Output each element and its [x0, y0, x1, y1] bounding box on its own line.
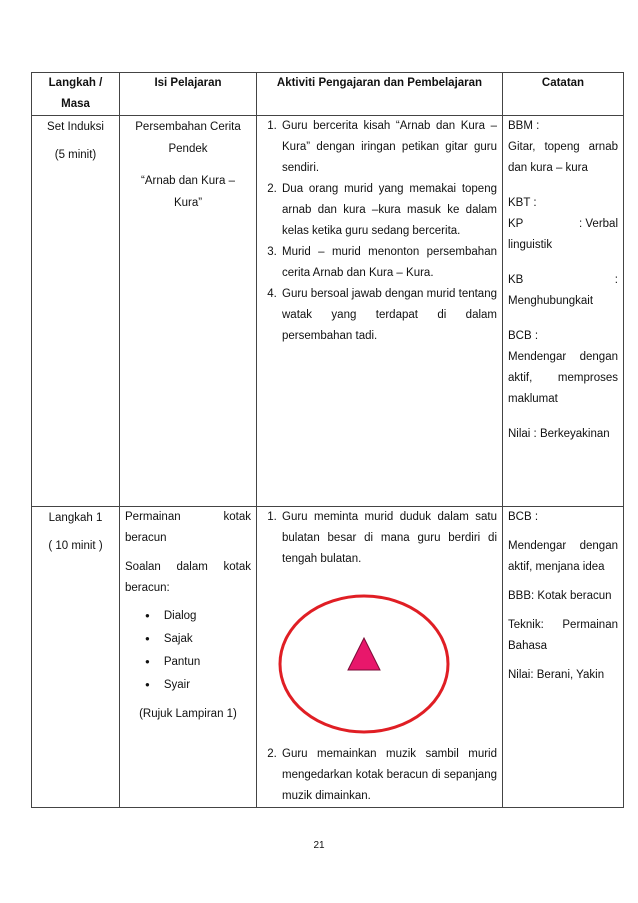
- row1-langkah-cell: [32, 116, 120, 507]
- row2-langkah: Langkah 1: [48, 512, 103, 524]
- kb-label: KB: [508, 274, 524, 286]
- kb-value: Menghubungkait: [508, 295, 594, 307]
- kb-colon: :: [614, 274, 618, 286]
- bbm-label: BBM :: [508, 120, 540, 132]
- list-item: ● Sajak: [159, 628, 251, 651]
- header-aktiviti: Aktiviti Pengajaran dan Pembelajaran: [257, 73, 503, 116]
- kb-line: [508, 270, 618, 291]
- bcb-text: Mendengar dengan aktif, menjana idea: [508, 540, 618, 573]
- teacher-triangle-icon: [348, 638, 380, 670]
- header-isi-pelajaran: Isi Pelajaran: [120, 73, 257, 116]
- table-header-row: [32, 73, 624, 116]
- genre-list: [125, 605, 251, 697]
- row2-activity-list: [262, 507, 497, 570]
- list-item: 1. Guru meminta murid duduk dalam satu bulatan besar di mana guru berdiri di tengah bulatan.: [280, 507, 497, 570]
- list-item: 2. Dua orang murid yang memakai topeng arnab dan kura –kura masuk ke dalam kelas ketika guru sedang bercerita.: [280, 179, 497, 242]
- circle-diagram: [262, 594, 497, 734]
- list-item: 1. Guru bercerita kisah “Arnab dan Kura – Kura” dengan iringan petikan gitar guru sendiri.: [280, 116, 497, 179]
- table-row: [32, 507, 624, 808]
- row2-catatan-cell: [503, 507, 624, 808]
- row1-aktiviti-cell: [257, 116, 503, 507]
- list-item: ● Syair: [159, 674, 251, 697]
- kp-value: : Verbal: [579, 218, 618, 230]
- bcb-label: BCB :: [508, 511, 539, 523]
- header-masa: Masa: [61, 98, 90, 110]
- row1-activity-list: [262, 116, 497, 347]
- circle-diagram-svg: [262, 594, 498, 734]
- header-catatan: Catatan: [503, 73, 624, 116]
- bcb-label: BCB :: [508, 330, 539, 342]
- kbt-label: KBT :: [508, 197, 537, 209]
- row1-catatan-cell: [503, 116, 624, 507]
- kp-label: KP: [508, 218, 524, 230]
- row1-isi-title: Persembahan Cerita Pendek: [135, 121, 241, 155]
- kp-value-cont: linguistik: [508, 239, 553, 251]
- teknik-text: Teknik: Permainan Bahasa: [508, 619, 618, 652]
- row2-isi-game: Permainan kotak beracun: [125, 511, 251, 544]
- kp-line: [508, 214, 618, 235]
- header-langkah: Langkah /: [48, 77, 103, 89]
- list-item: 3. Murid – murid menonton persembahan cerita Arnab dan Kura – Kura.: [280, 242, 497, 284]
- row1-isi-story: “Arnab dan Kura – Kura”: [141, 175, 235, 209]
- bbb-text: BBB: Kotak beracun: [508, 590, 612, 602]
- page-number: 21: [313, 840, 325, 851]
- row2-isi-cell: [120, 507, 257, 808]
- header-langkah-masa: [32, 73, 120, 116]
- row1-masa: (5 minit): [54, 149, 97, 161]
- row2-langkah-cell: [32, 507, 120, 808]
- row2-isi-ref: (Rujuk Lampiran 1): [139, 708, 237, 720]
- row1-langkah: Set Induksi: [47, 121, 104, 133]
- row1-isi-cell: [120, 116, 257, 507]
- row2-aktiviti-cell: [257, 507, 503, 808]
- lesson-plan-table: [31, 72, 624, 808]
- table-row: [32, 116, 624, 507]
- row2-activity-list-cont: [262, 744, 497, 807]
- row2-masa: ( 10 minit ): [48, 540, 103, 552]
- bcb-text: Mendengar dengan aktif, memproses maklumat: [508, 351, 618, 405]
- list-item: 4. Guru bersoal jawab dengan murid tentang watak yang terdapat di dalam persembahan tadi.: [280, 284, 497, 347]
- list-item: ● Pantun: [159, 651, 251, 674]
- list-item: ● Dialog: [159, 605, 251, 628]
- row2-isi-questions: Soalan dalam kotak beracun:: [125, 561, 251, 594]
- list-item: 2. Guru memainkan muzik sambil murid mengedarkan kotak beracun di sepanjang muzik dimainkan.: [280, 744, 497, 807]
- nilai-text: Nilai: Berani, Yakin: [508, 669, 605, 681]
- nilai-text: Nilai : Berkeyakinan: [508, 428, 610, 440]
- bbm-text: Gitar, topeng arnab dan kura – kura: [508, 141, 618, 174]
